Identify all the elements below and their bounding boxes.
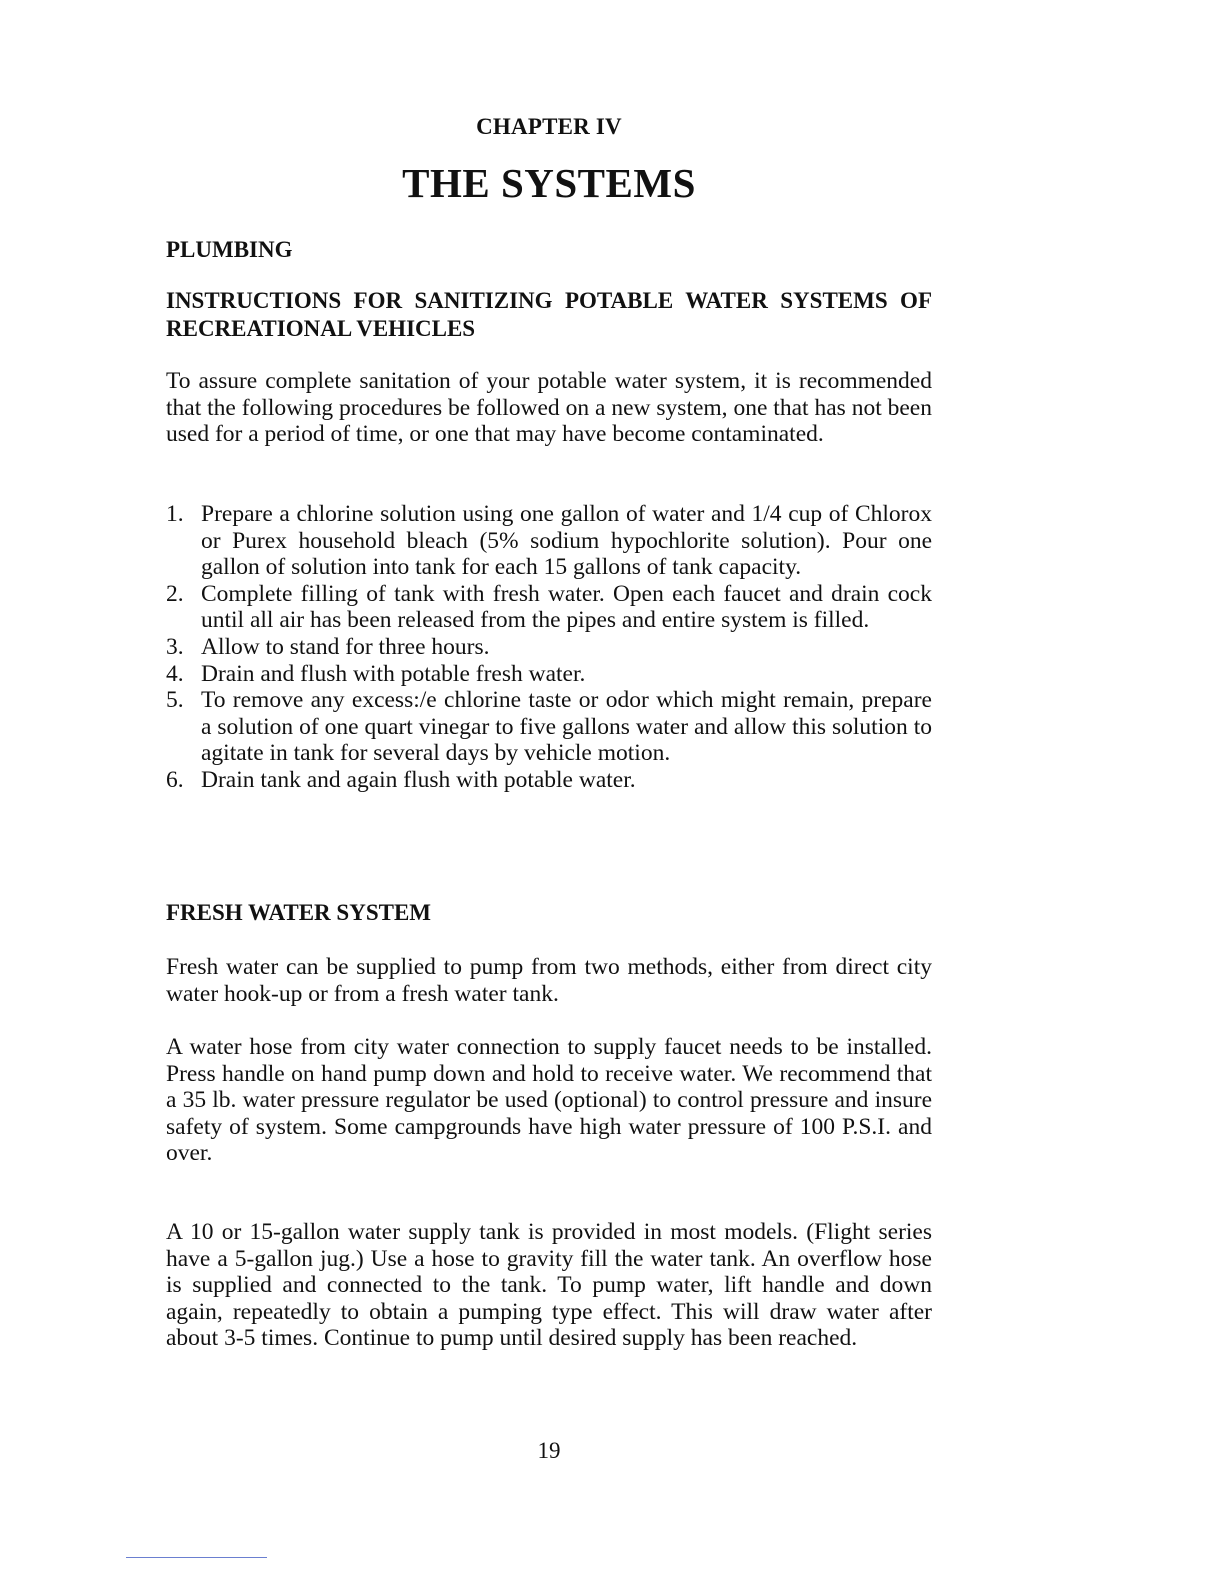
list-item [166,581,932,634]
chapter-title: THE SYSTEMS [402,160,696,206]
step-text: To remove any excess:/e chlorine taste or odor which might remain, prepare a solution of one quart vinegar to five gallons water and allow this solution to agitate in tank for several days by vehicle motion. [201,687,932,767]
section-subheading-sanitizing: INSTRUCTIONS FOR SANITIZING POTABLE WATER SYSTEMS OF RECREATIONAL VEHICLES [166,288,932,341]
step-number: 6. [166,766,184,793]
step-text: Drain tank and again flush with potable water. [201,766,636,793]
section-heading-plumbing: PLUMBING [166,237,293,262]
list-item [166,767,932,794]
intro-paragraph: To assure complete sanitation of your potable water system, it is recommended that the following procedures be followed on a new system, one that has not been used for a period of time, or one that may have become contaminated. [166,368,932,448]
chapter-label: CHAPTER IV [476,114,622,139]
step-number: 4. [166,660,184,687]
fresh-water-paragraph: A water hose from city water connection to supply faucet needs to be installed. Press handle on hand pump down and hold to receive water. We recommend that a 35 lb. water pressure regulator be used (optional) to control pressure and insure safety of system. Some campgrounds have high water pressure of 100 P.S.I. and over. [166,1034,932,1167]
list-item [166,687,932,767]
page-number: 19 [537,1438,561,1463]
section-heading-fresh-water: FRESH WATER SYSTEM [166,900,431,925]
document-page [166,0,932,1584]
step-number: 3. [166,633,184,660]
step-text: Complete filling of tank with fresh water. Open each faucet and drain cock until all air has been released from the pipes and entire system is filled. [201,580,932,634]
step-text: Allow to stand for three hours. [201,633,490,660]
step-number: 2. [166,580,184,607]
sanitizing-steps-list [166,501,932,794]
fresh-water-paragraph: A 10 or 15-gallon water supply tank is provided in most models. (Flight series have a 5-gallon jug.) Use a hose to gravity fill the water tank. An overflow hose is supplied and connected to the tank. To pump water, lift handle and down again, repeatedly to obtain a pumping type effect. This will draw water after about 3-5 times. Continue to pump until desired supply has been reached. [166,1219,932,1352]
list-item [166,501,932,581]
step-text: Drain and flush with potable fresh water. [201,660,586,687]
step-number: 5. [166,687,184,714]
list-item [166,634,932,661]
step-text: Prepare a chlorine solution using one gallon of water and 1/4 cup of Chlorox or Purex household bleach (5% sodium hypochlorite solution). Pour one gallon of solution into tank for each 15 gallons of tank capacity. [201,501,932,581]
list-item [166,661,932,688]
step-number: 1. [166,501,184,527]
fresh-water-paragraph: Fresh water can be supplied to pump from two methods, either from direct city water hook-up or from a fresh water tank. [166,954,932,1007]
footer-rule [126,1557,267,1558]
